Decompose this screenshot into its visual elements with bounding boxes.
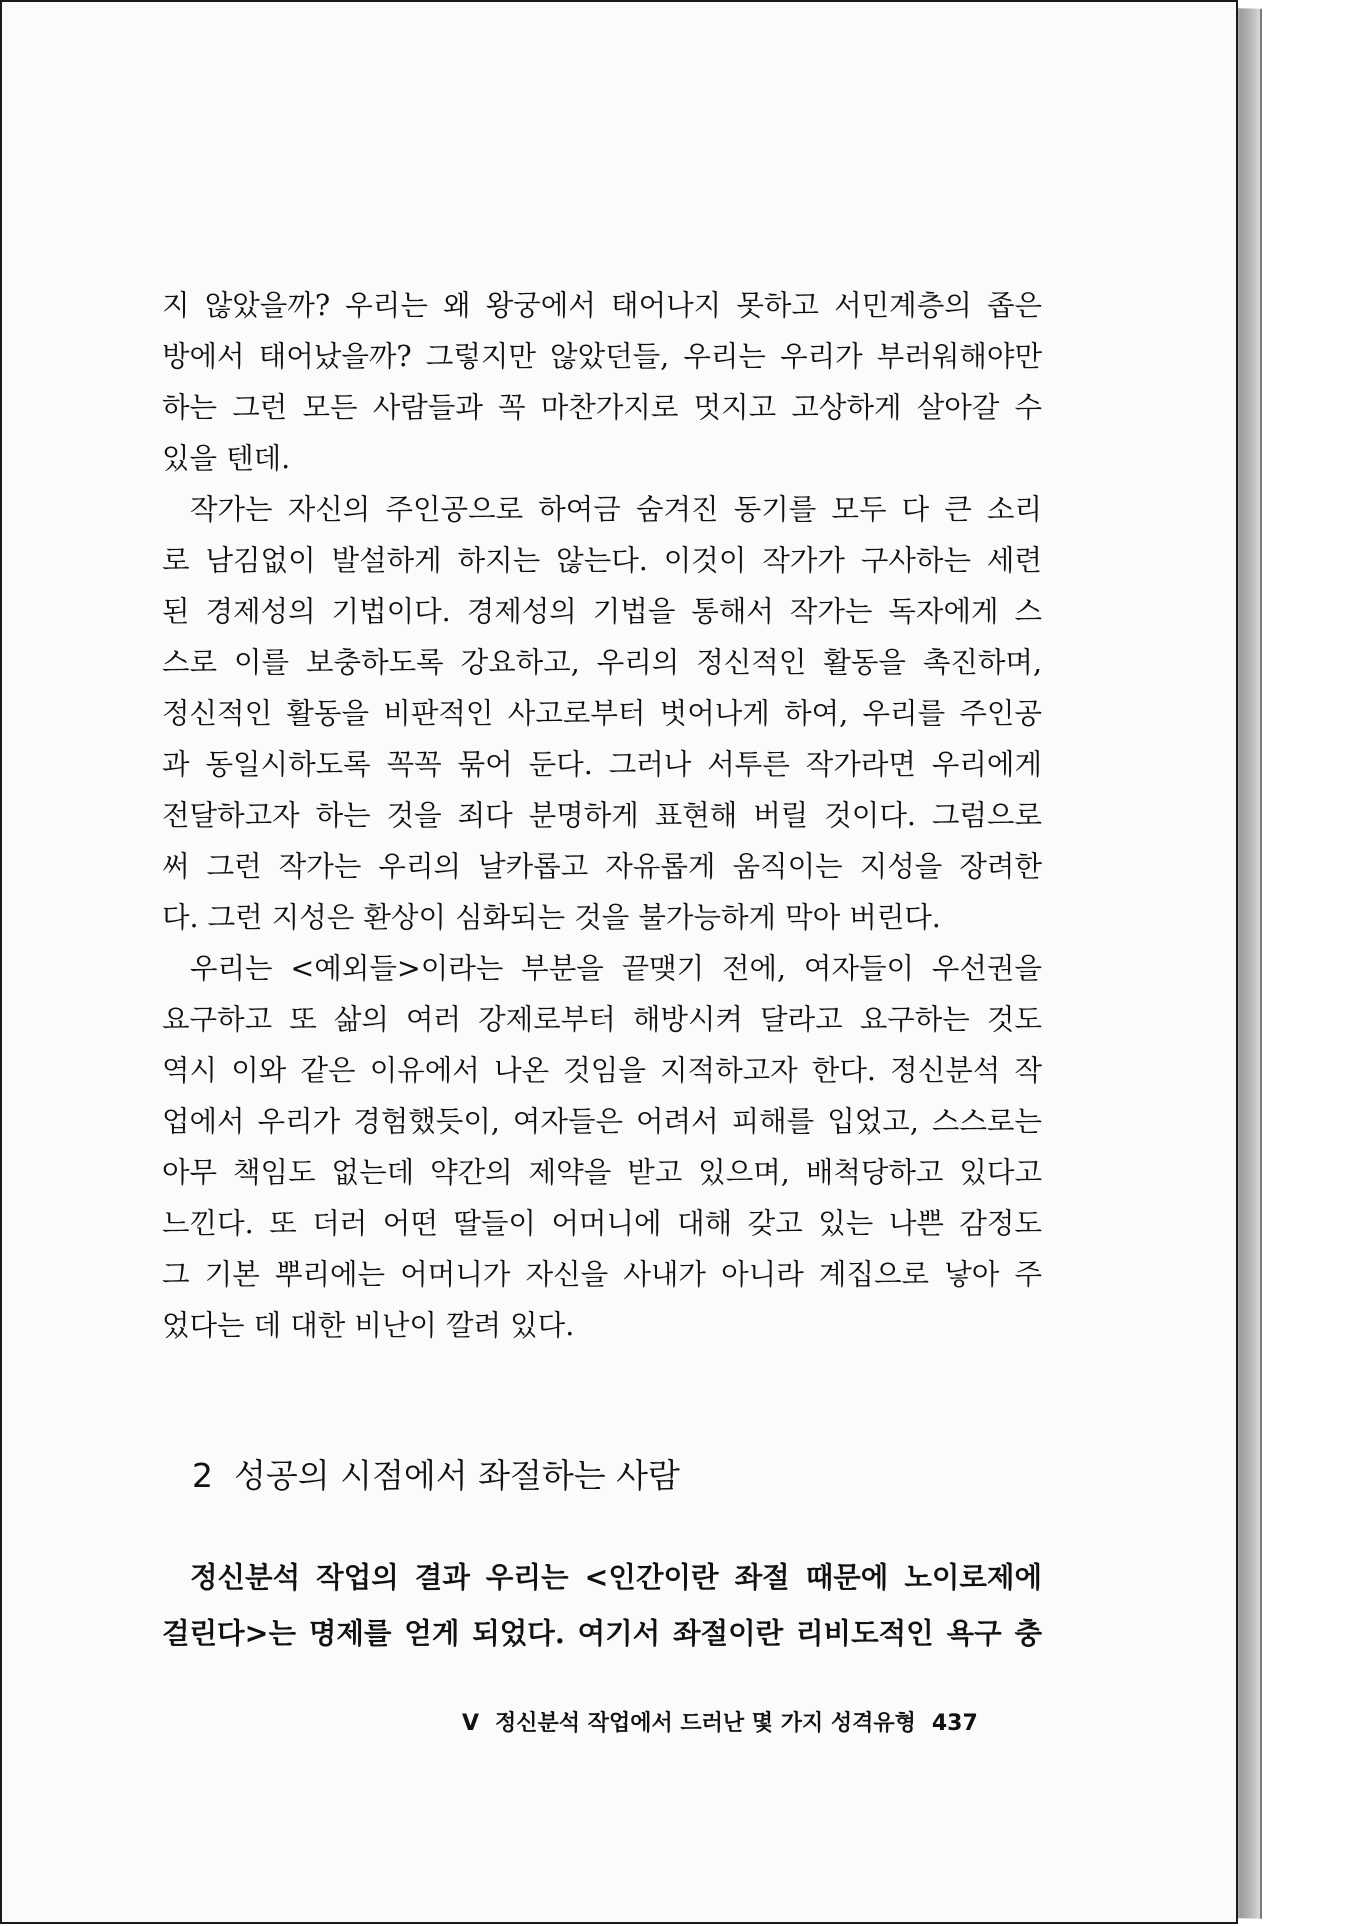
text-line: 다. 그런 지성은 환상이 심화되는 것을 불가능하게 막아 버린다. [162, 901, 941, 934]
running-footer [462, 1706, 994, 1737]
text-line: 전달하고자 하는 것을 죄다 분명하게 표현해 버릴 것이다. 그럼으로 [162, 799, 1042, 832]
text-line: 역시 이와 같은 이유에서 나온 것임을 지적하고자 한다. 정신분석 작 [162, 1054, 1042, 1087]
text-line: 로 남김없이 발설하게 하지는 않는다. 이것이 작가가 구사하는 세련 [162, 544, 1042, 577]
text-line: 있을 텐데. [162, 442, 291, 475]
section-title: 성공의 시점에서 좌절하는 사람 [233, 1456, 680, 1495]
body-text [162, 280, 1042, 1351]
text-line: 된 경제성의 기법이다. 경제성의 기법을 통해서 작가는 독자에게 스 [162, 595, 1042, 628]
chapter-title: 정신분석 작업에서 드러난 몇 가지 성격유형 [495, 1711, 916, 1736]
section-number: 2 [192, 1456, 213, 1495]
text-line: 느낀다. 또 더러 어떤 딸들이 어머니에 대해 갖고 있는 나쁜 감정도 [162, 1207, 1042, 1240]
text-line: 써 그런 작가는 우리의 날카롭고 자유롭게 움직이는 지성을 장려한 [162, 850, 1042, 883]
text-line: 과 동일시하도록 꼭꼭 묶어 둔다. 그러나 서투른 작가라면 우리에게 [162, 748, 1042, 781]
section-text [162, 1549, 1042, 1661]
text-line: 그 기본 뿌리에는 어머니가 자신을 사내가 아니라 계집으로 낳아 주 [162, 1258, 1042, 1291]
text-line: 스로 이를 보충하도록 강요하고, 우리의 정신적인 활동을 촉진하며, [162, 646, 1042, 679]
text-line: 요구하고 또 삶의 여러 강제로부터 해방시켜 달라고 요구하는 것도 [162, 1003, 1042, 1036]
text-line: 업에서 우리가 경험했듯이, 여자들은 어려서 피해를 입었고, 스스로는 [162, 1105, 1042, 1138]
text-line: 하는 그런 모든 사람들과 꼭 마찬가지로 멋지고 고상하게 살아갈 수 [162, 391, 1042, 424]
text-line: 작가는 자신의 주인공으로 하여금 숨겨진 동기를 모두 다 큰 소리 [190, 493, 1042, 526]
page-number: 437 [931, 1711, 978, 1736]
section-heading [192, 1450, 680, 1497]
text-line: 걸린다>는 명제를 얻게 되었다. 여기서 좌절이란 리비도적인 욕구 충 [162, 1616, 1042, 1650]
text-line: 정신적인 활동을 비판적인 사고로부터 벗어나게 하여, 우리를 주인공 [162, 697, 1042, 730]
text-line: 지 않았을까? 우리는 왜 왕궁에서 태어나지 못하고 서민계층의 좁은 [162, 289, 1042, 322]
text-line: 아무 책임도 없는데 약간의 제약을 받고 있으며, 배척당하고 있다고 [162, 1156, 1042, 1189]
text-line: 방에서 태어났을까? 그렇지만 않았던들, 우리는 우리가 부러워해야만 [162, 340, 1042, 373]
text-line: 정신분석 작업의 결과 우리는 <인간이란 좌절 때문에 노이로제에 [190, 1560, 1042, 1594]
chapter-number: V [462, 1711, 480, 1736]
text-line: 우리는 <예외들>이라는 부분을 끝맺기 전에, 여자들이 우선권을 [190, 952, 1042, 985]
text-line: 었다는 데 대한 비난이 깔려 있다. [162, 1309, 575, 1342]
